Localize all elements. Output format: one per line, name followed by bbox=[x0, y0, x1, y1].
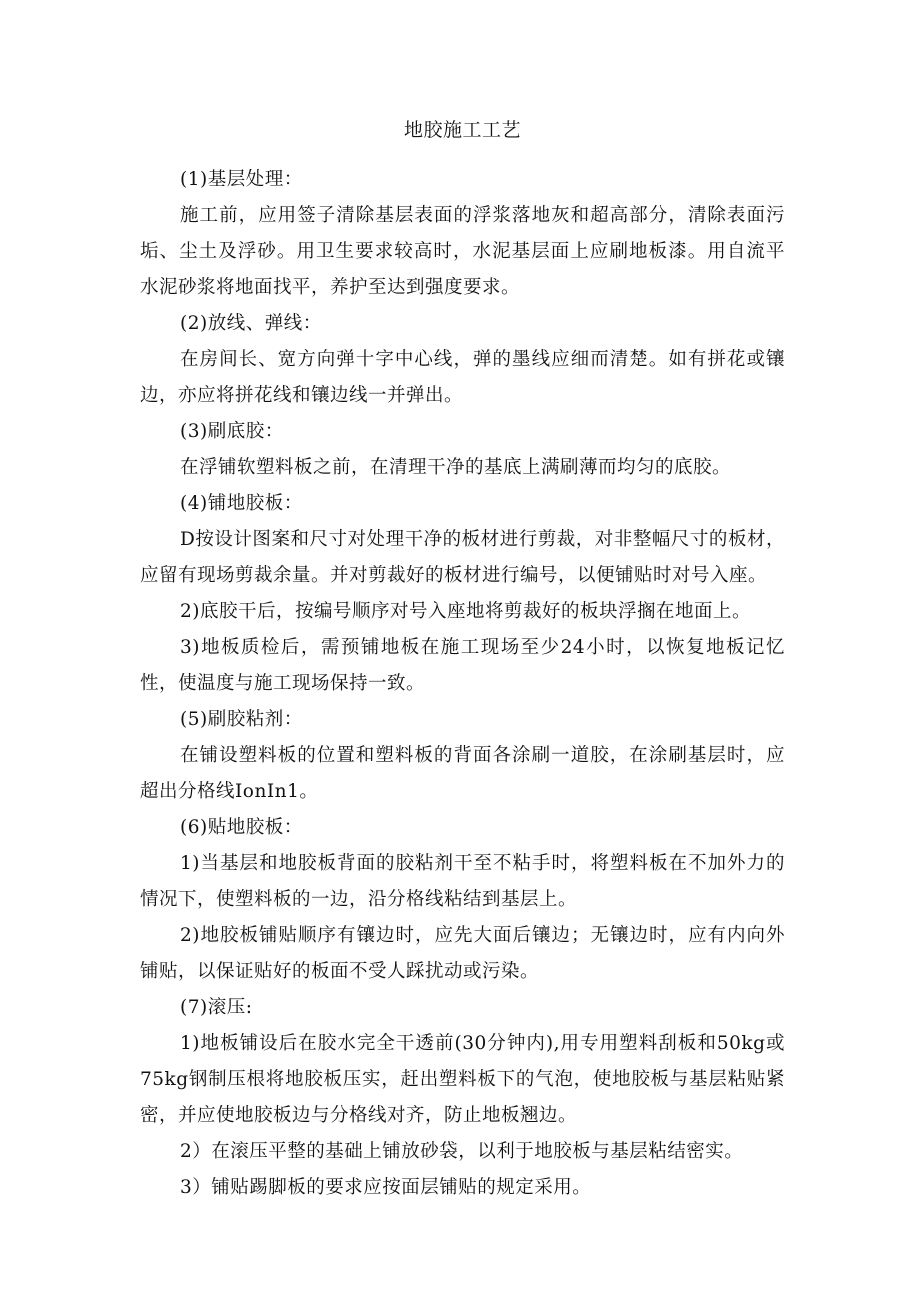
paragraph-laying-step-3: 3)地板质检后，需预铺地板在施工现场至少24小时，以恢复地板记忆性，使温度与施工现场保持一致。 bbox=[140, 637, 785, 694]
section-heading-rolling: (7)滚压: bbox=[180, 997, 253, 1018]
paragraph-adhesive: 在铺设塑料板的位置和塑料板的背面各涂刷一道胶，在涂刷基层时，应超出分格线IonIn1。 bbox=[140, 745, 785, 802]
paragraph-marking-lines: 在房间长、宽方向弹十字中心线，弹的墨线应细而清楚。如有拼花或镶边，亦应将拼花线和镶边线一并弹出。 bbox=[140, 349, 785, 406]
paragraph-laying-step-2: 2)底胶干后，按编号顺序对号入座地将剪裁好的板块浮搁在地面上。 bbox=[180, 601, 751, 622]
section-heading-base-treatment: (1)基层处理： bbox=[180, 169, 303, 190]
section-heading-marking-lines: (2)放线、弹线： bbox=[180, 313, 322, 334]
section-heading-bonding: (6)贴地胶板： bbox=[180, 817, 303, 838]
section-heading-adhesive: (5)刷胶粘剂： bbox=[180, 709, 303, 730]
document-title: 地胶施工工艺 bbox=[403, 119, 521, 141]
paragraph-rolling-step-3: 3）铺贴踢脚板的要求应按面层铺贴的规定采用。 bbox=[180, 1177, 592, 1198]
paragraph-laying-step-1: D按设计图案和尺寸对处理干净的板材进行剪裁，对非整幅尺寸的板材，应留有现场剪裁余量。并对剪裁好的板材进行编号，以便铺贴时对号入座。 bbox=[140, 529, 785, 586]
paragraph-rolling-step-2: 2）在滚压平整的基础上铺放砂袋，以利于地胶板与基层粘结密实。 bbox=[180, 1141, 744, 1162]
section-heading-laying-boards: (4)铺地胶板： bbox=[180, 493, 303, 514]
section-heading-primer: (3)刷底胶： bbox=[180, 421, 284, 442]
paragraph-bonding-step-1: 1)当基层和地胶板背面的胶粘剂干至不粘手时，将塑料板在不加外力的情况下，使塑料板的一边，沿分格线粘结到基层上。 bbox=[140, 853, 785, 910]
paragraph-rolling-step-1: 1)地板铺设后在胶水完全干透前(30分钟内),用专用塑料刮板和50kg或75kg钢制压根将地胶板压实，赶出塑料板下的气泡，使地胶板与基层粘贴紧密，并应使地胶板边与分格线对齐，防止地板翘边。 bbox=[140, 1033, 785, 1126]
document-page bbox=[140, 100, 785, 1206]
paragraph-primer: 在浮铺软塑料板之前，在清理干净的基底上满刷薄而均匀的底胶。 bbox=[180, 457, 732, 478]
paragraph-base-treatment: 施工前，应用签子清除基层表面的浮浆落地灰和超高部分，清除表面污垢、尘土及浮砂。用卫生要求较高时，水泥基层面上应刷地板漆。用自流平水泥砂浆将地面找平，养护至达到强度要求。 bbox=[140, 205, 785, 298]
paragraph-bonding-step-2: 2)地胶板铺贴顺序有镶边时，应先大面后镶边；无镶边时，应有内向外铺贴，以保证贴好的板面不受人踩扰动或污染。 bbox=[140, 925, 785, 982]
